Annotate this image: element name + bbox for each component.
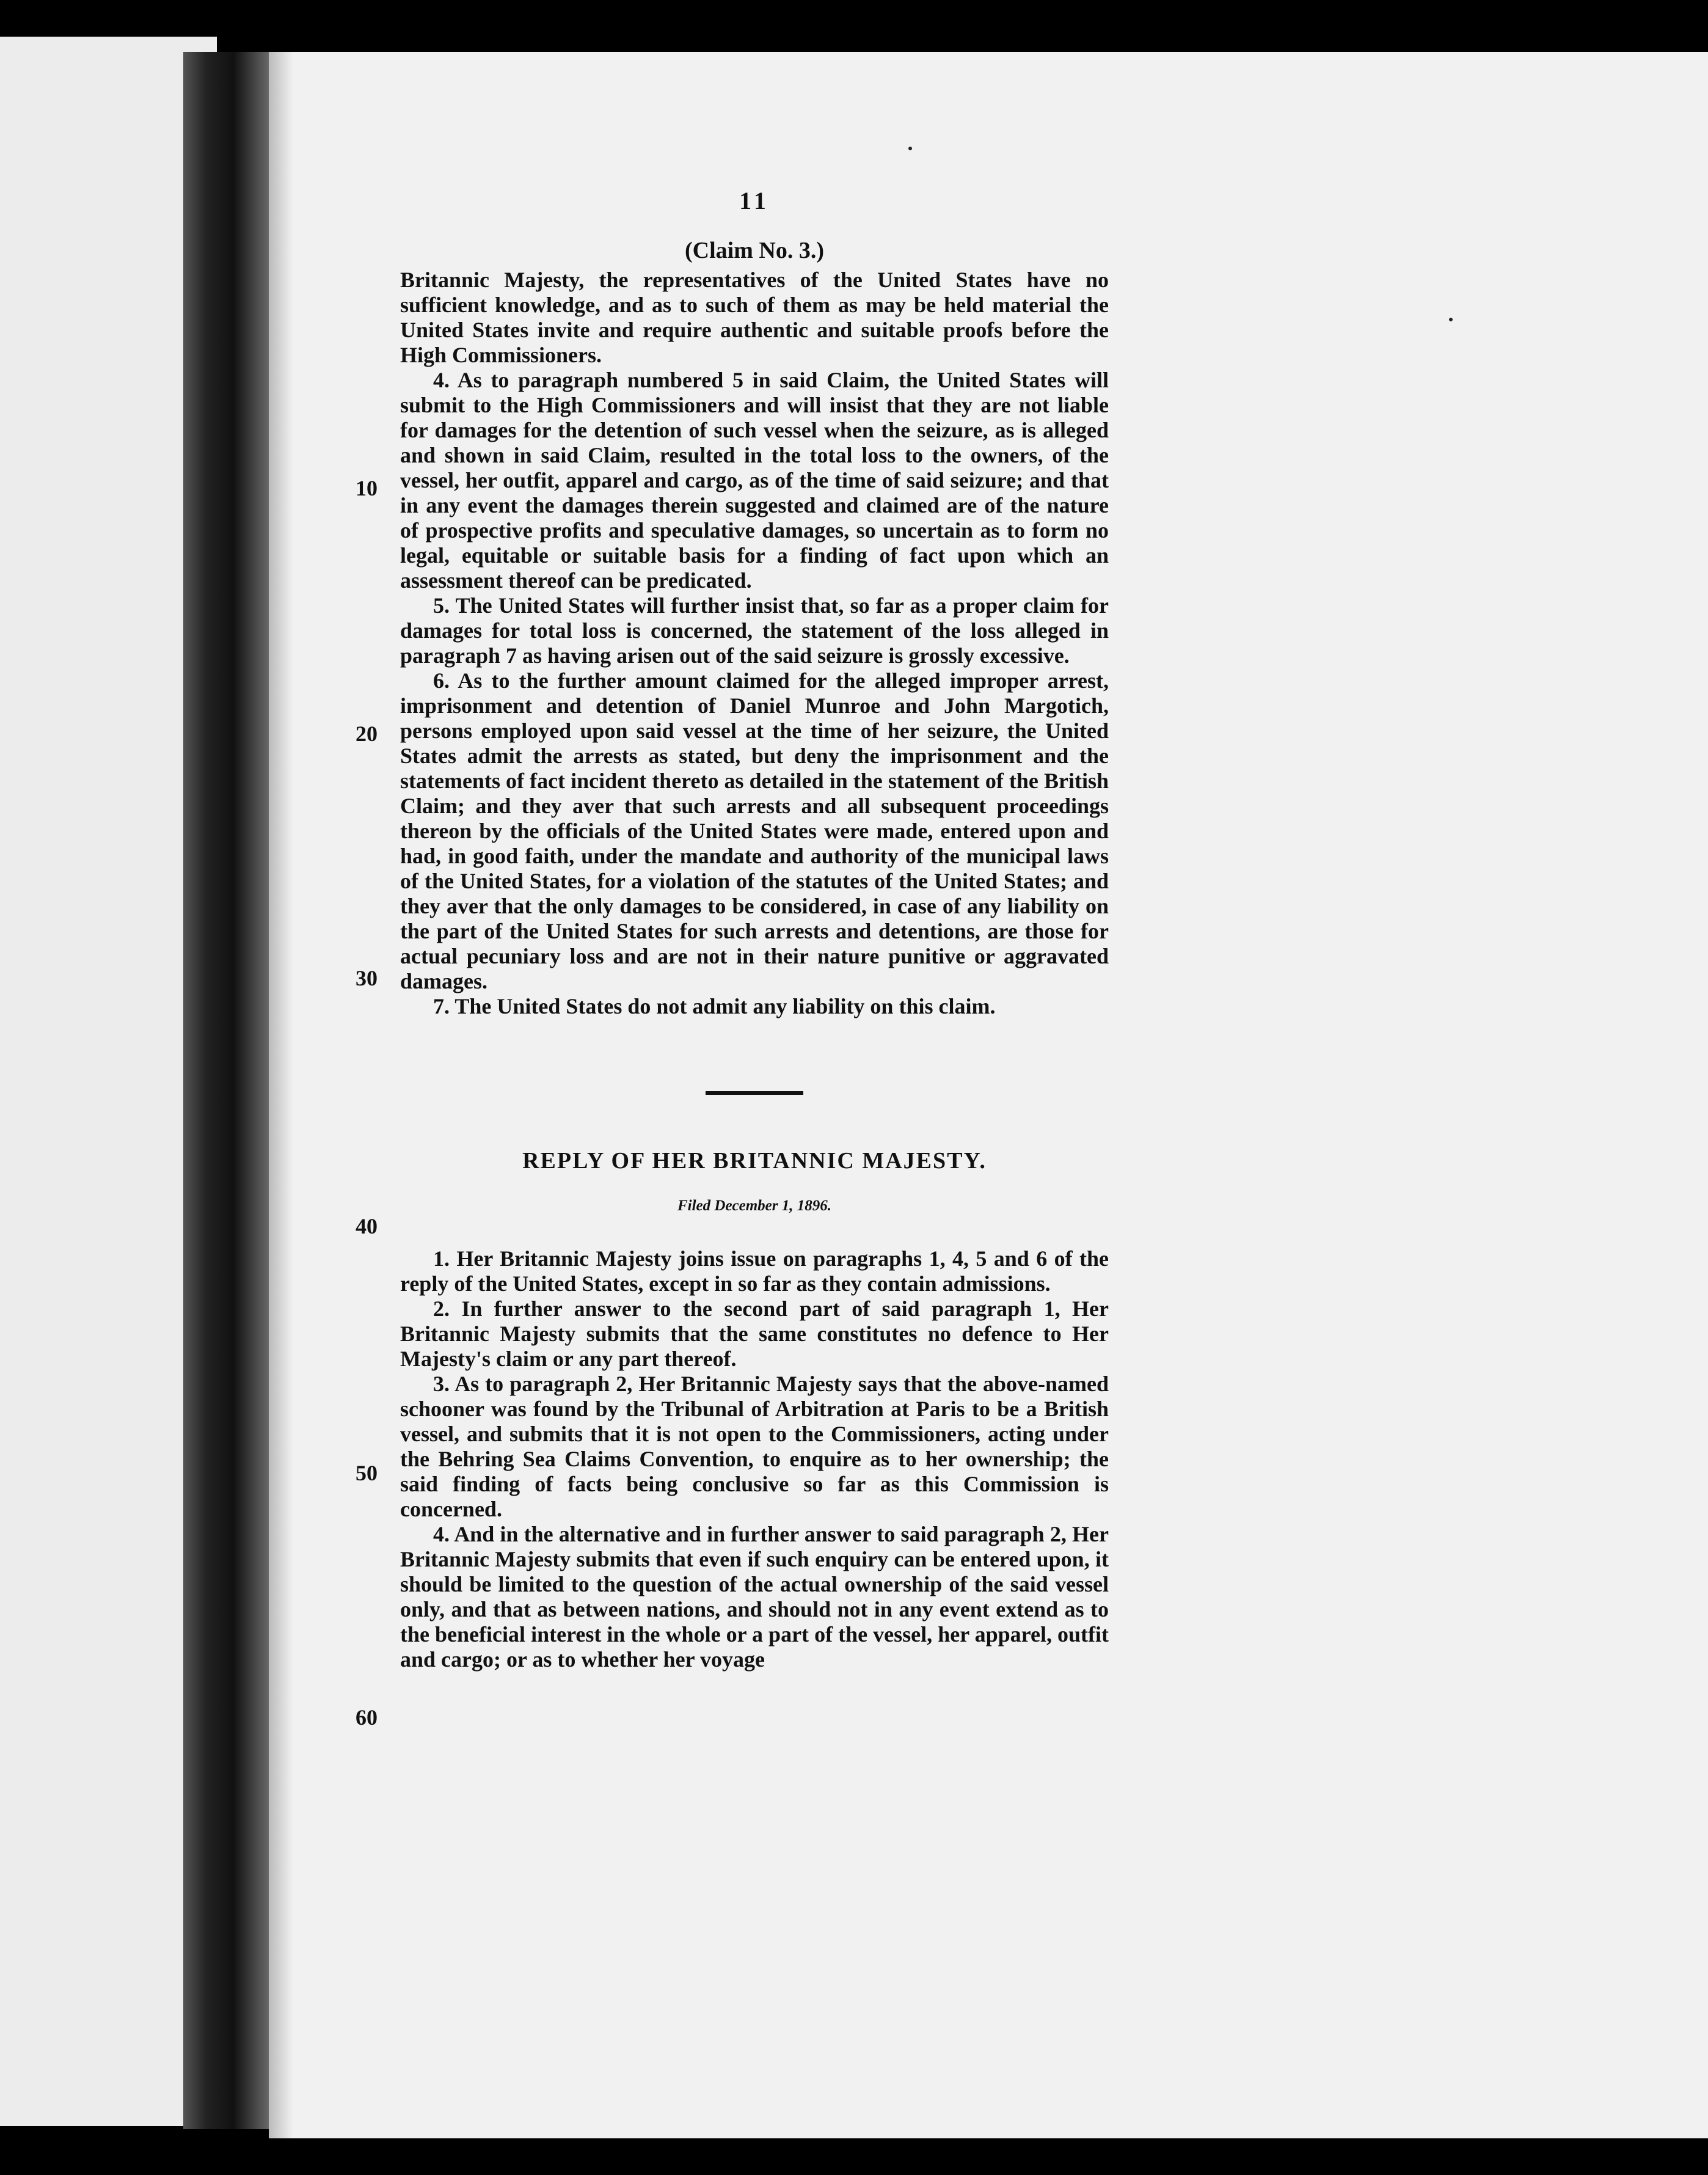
section-divider — [706, 1091, 803, 1095]
paragraph: 7. The United States do not admit any liability on this claim. — [433, 994, 996, 1018]
filed-date: Filed December 1, 1896. — [677, 1197, 832, 1214]
line-number: 10 — [356, 476, 378, 500]
paragraph: Britannic Majesty, the representatives of the United States have no sufficient knowledge, and as to such of them as may be held material the United States invite and require authentic and suitable proofs before the High Commissioners. — [400, 268, 1109, 367]
reply-paragraph: 1. Her Britannic Majesty joins issue on paragraphs 1, 4, 5 and 6 of the reply of the United States, except in so far as they contain admissions. — [400, 1246, 1109, 1296]
line-number: 50 — [356, 1461, 378, 1485]
line-number: 30 — [356, 966, 378, 990]
claim-heading: (Claim No. 3.) — [685, 238, 824, 263]
reply-title: REPLY OF HER BRITANNIC MAJESTY. — [522, 1148, 987, 1174]
line-number: 60 — [356, 1705, 378, 1730]
line-number: 40 — [356, 1214, 378, 1238]
line-number: 20 — [356, 722, 378, 746]
reply-paragraph: 2. In further answer to the second part of said paragraph 1, Her Britannic Majesty submits that the same constitutes no defence to Her Majesty's claim or any part thereof. — [400, 1296, 1109, 1371]
page-binding-shadow — [269, 52, 293, 2138]
scan-speck — [1449, 318, 1453, 321]
scan-speck — [908, 147, 912, 150]
page-number: 11 — [739, 187, 770, 214]
book-gutter — [183, 52, 275, 2129]
reply-paragraph: 4. And in the alternative and in further answer to said paragraph 2, Her Britannic Majesty submits that even if such enquiry can be entered upon, it should be limited to the question of the actual ownership of the said vessel only, and that as between nations, and should not in any event extend as to the beneficial interest in the whole or a part of the vessel, her apparel, outfit and cargo; or as to whether her voyage — [400, 1522, 1109, 1672]
paragraph: 5. The United States will further insist that, so far as a proper claim for damages for total loss is concerned, the statement of the loss alleged in paragraph 7 as having arisen out of the said seizure is grossly excessive. — [400, 593, 1109, 668]
page-content — [400, 186, 1109, 1672]
paragraph: 6. As to the further amount claimed for the alleged improper arrest, imprisonment and detention of Daniel Munroe and John Margotich, persons employed upon said vessel at the time of her seizure, the United States admit the arrests as stated, but deny the imprisonment and the statements of fact incident thereto as detailed in the statement of the British Claim; and they aver that such arrests and all subsequent proceedings thereon by the officials of the United States were made, entered upon and had, in good faith, under the mandate and authority of the municipal laws of the United States, for a violation of the statutes of the United States; and they aver that the only damages to be considered, in case of any liability on the part of the United States for such arrests and detentions, are those for actual pecuniary loss and are not in their nature punitive or aggravated damages. — [400, 668, 1109, 993]
paragraph: 4. As to paragraph numbered 5 in said Claim, the United States will submit to the High Commissioners and will insist that they are not liable for damages for the detention of such vessel when the seizure, as is alleged and shown in said Claim, resulted in the total loss to the owners, of the vessel, her outfit, apparel and cargo, as of the time of said seizure; and that in any event the damages therein suggested and claimed are of the nature of prospective profits and speculative damages, so uncertain as to form no legal, equitable or suitable basis for a finding of fact upon which an assessment thereof can be predicated. — [400, 368, 1109, 593]
reply-paragraph: 3. As to paragraph 2, Her Britannic Majesty says that the above-named schooner was found by the Tribunal of Arbitration at Paris to be a British vessel, and submits that it is not open to the Commissioners, acting under the Behring Sea Claims Convention, to enquire as to her ownership; the said finding of facts being conclusive so far as this Commission is concerned. — [400, 1372, 1109, 1521]
